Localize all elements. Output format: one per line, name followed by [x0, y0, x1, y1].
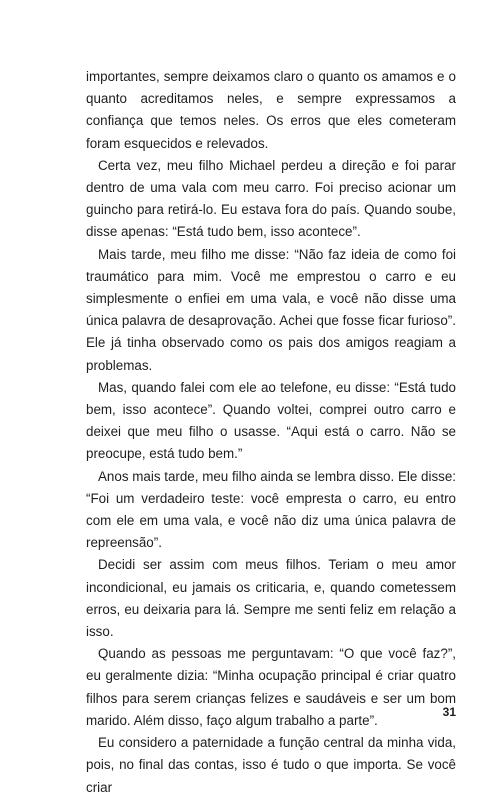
paragraph: Eu considero a paternidade a função central da minha vida, pois, no final das contas, isso é tudo o que importa. Se você criar — [86, 735, 456, 795]
paragraph: Certa vez, meu filho Michael perdeu a direção e foi parar dentro de uma vala com meu carro. Foi preciso acionar um guincho para retirá-lo. Eu estava fora do país. Quando soube, disse apenas: “Está tudo bem, isso acontece”. — [86, 157, 456, 240]
paragraph: Mais tarde, meu filho me disse: “Não faz ideia de como foi traumático para mim. Você me emprestou o carro e eu simplesmente o enfiei em uma vala, e você não disse uma única palavra de desaprovação. Achei que fosse ficar furioso”. Ele já tinha observado como os pais dos amigos reagiam a problemas. — [86, 246, 456, 373]
paragraph: Mas, quando falei com ele ao telefone, eu disse: “Está tudo bem, isso acontece”. Quando voltei, comprei outro carro e deixei que meu filho o usasse. “Aqui está o carro. Não se preocupe, está tudo bem.” — [86, 379, 456, 462]
page-number: 31 — [442, 705, 456, 719]
paragraph: importantes, sempre deixamos claro o quanto os amamos e o quanto acreditamos neles, e sempre expressamos a confiança que temos neles. Os erros que eles cometeram foram esquecidos e relevados. — [86, 69, 456, 151]
paragraph: Anos mais tarde, meu filho ainda se lembra disso. Ele disse: “Foi um verdadeiro teste: você empresta o carro, eu entro com ele em uma vala, e você não diz uma única palavra de repreensão”. — [86, 468, 457, 551]
body-text — [86, 66, 456, 799]
paragraph: Decidi ser assim com meus filhos. Teriam o meu amor incondicional, eu jamais os criticaria, e, quando cometessem erros, eu deixaria para lá. Sempre me senti feliz em relação a isso. — [86, 557, 456, 640]
paragraph: Quando as pessoas me perguntavam: “O que você faz?”, eu geralmente dizia: “Minha ocupação principal é criar quatro filhos para serem crianças felizes e saudáveis e ser um bom marido. Além disso, faço algum trabalho a parte”. — [86, 646, 456, 728]
